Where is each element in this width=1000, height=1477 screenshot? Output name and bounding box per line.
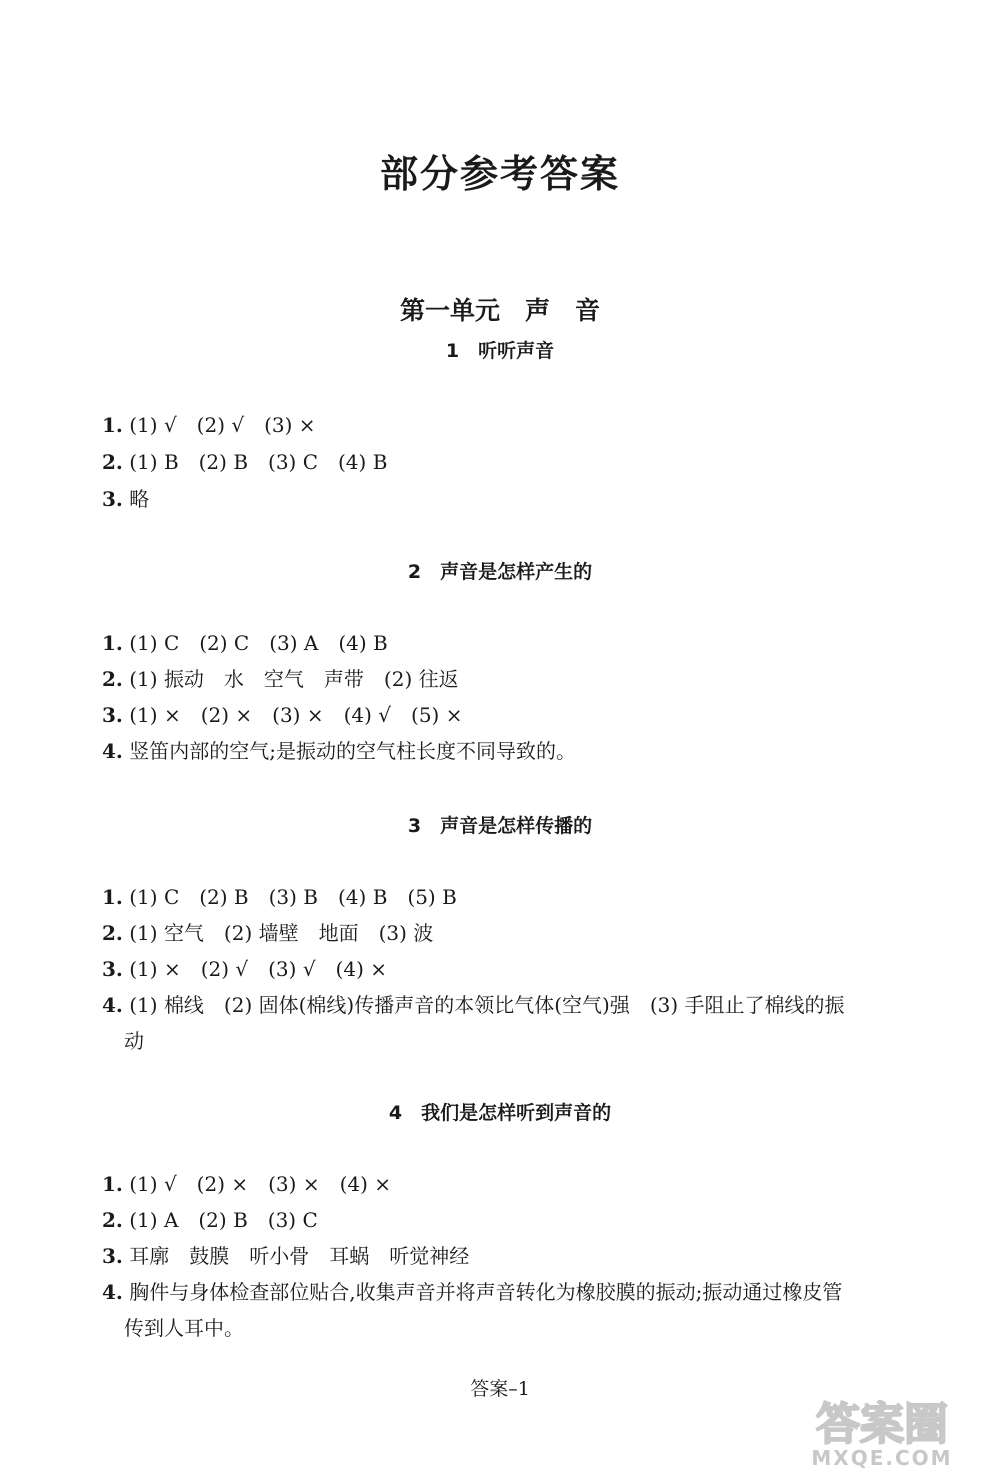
page-number: 答案–1 [470, 1378, 530, 1400]
answer-number: 2. [102, 1208, 123, 1232]
answer-text: (1) A (2) B (3) C [129, 1208, 318, 1232]
answer-continuation: 动 [124, 1029, 144, 1053]
answer-number: 4. [102, 739, 123, 763]
answer-number: 2. [102, 921, 123, 945]
answer-text: (1) × (2) × (3) × (4) √ (5) × [129, 703, 463, 727]
answer-text: (1) C (2) C (3) A (4) B [129, 631, 388, 655]
watermark-url-text: MXQE.COM [811, 1446, 953, 1470]
answer-number: 3. [102, 487, 123, 511]
answer-line [102, 736, 922, 766]
unit-title: 第一单元 声 音 [399, 296, 600, 325]
answer-line [102, 1205, 922, 1235]
section-heading-3: 3 声音是怎样传播的 [407, 815, 593, 837]
answer-continuation: 传到人耳中。 [124, 1316, 244, 1340]
answer-number: 1. [102, 1172, 123, 1196]
answer-text: (1) C (2) B (3) B (4) B (5) B [129, 885, 457, 909]
answer-line [102, 447, 922, 477]
answer-number: 4. [102, 1280, 123, 1304]
answer-text: 耳廓 鼓膜 听小骨 耳蜗 听觉神经 [129, 1244, 470, 1268]
answer-line [102, 918, 922, 948]
answer-number: 2. [102, 667, 123, 691]
watermark-main-text: 答案圈 [816, 1399, 948, 1450]
answer-number: 1. [102, 413, 123, 437]
answer-text: (1) × (2) √ (3) √ (4) × [129, 957, 388, 981]
answer-line [102, 1277, 922, 1307]
answer-number: 3. [102, 957, 123, 981]
answer-line [102, 628, 922, 658]
answer-number: 4. [102, 993, 123, 1017]
section-heading-2: 2 声音是怎样产生的 [407, 561, 593, 583]
answer-text: (1) 空气 (2) 墙壁 地面 (3) 波 [129, 921, 434, 945]
answer-text: (1) 棉线 (2) 固体(棉线)传播声音的本领比气体(空气)强 (3) 手阻止了棉线的振 [129, 993, 845, 1017]
answer-text: (1) B (2) B (3) C (4) B [129, 450, 388, 474]
answer-text: (1) 振动 水 空气 声带 (2) 往返 [129, 667, 459, 691]
page-title: 部分参考答案 [379, 151, 620, 196]
answer-number: 3. [102, 1244, 123, 1268]
answer-number: 1. [102, 885, 123, 909]
answer-line [102, 954, 922, 984]
answer-line [102, 664, 922, 694]
answer-text: 胸件与身体检查部位贴合,收集声音并将声音转化为橡胶膜的振动;振动通过橡皮管 [129, 1280, 843, 1304]
answer-line [102, 990, 922, 1020]
answer-number: 2. [102, 450, 123, 474]
section-heading-4: 4 我们是怎样听到声音的 [388, 1102, 612, 1124]
answer-text: (1) √ (2) √ (3) × [129, 413, 316, 437]
answer-text: (1) √ (2) × (3) × (4) × [129, 1172, 392, 1196]
answer-line [102, 700, 922, 730]
answer-number: 3. [102, 703, 123, 727]
section-heading-1: 1 听听声音 [445, 340, 555, 362]
watermark-logo [772, 1391, 992, 1471]
answer-line [102, 1169, 922, 1199]
answer-line [102, 882, 922, 912]
answer-line [102, 410, 922, 440]
answer-text: 竖笛内部的空气;是振动的空气柱长度不同导致的。 [129, 739, 576, 763]
answer-text: 略 [129, 487, 150, 511]
answer-line [102, 1241, 922, 1271]
answer-number: 1. [102, 631, 123, 655]
answer-line [102, 484, 922, 514]
